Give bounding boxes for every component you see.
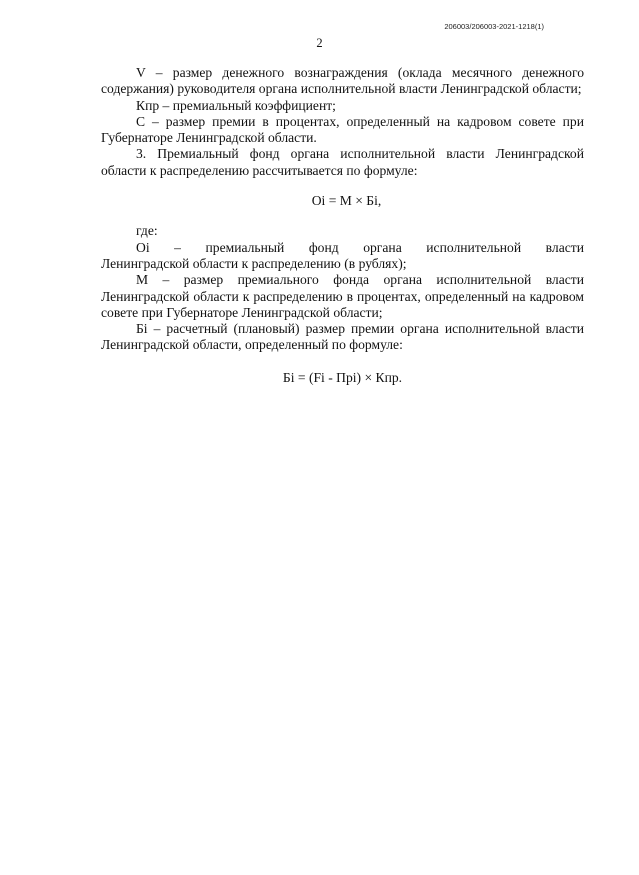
formula-oi: Оi = М × Бi, <box>311 193 382 209</box>
paragraph-oi-definition-line2: Ленинградской области к распределению (в рублях); <box>101 255 407 271</box>
document-body <box>101 65 584 386</box>
paragraph-kpr-definition: Кпр – премиальный коэффициент; <box>136 97 336 113</box>
paragraph-bi-definition: Бi – расчетный (плановый) размер премии органа исполнительной власти Ленинградской области, определенный по формуле: <box>101 321 584 353</box>
paragraph-c-definition: С – размер премии в процентах, определенный на кадровом совете при Губернаторе Ленинградской области. <box>101 113 584 146</box>
document-id: 206003/206003-2021-1218(1) <box>444 22 544 31</box>
page-number: 2 <box>316 36 323 50</box>
paragraph-m-definition: М – размер премиального фонда органа исполнительной власти Ленинградской области к распределению в процентах, определенный на кадровом совете при Губернаторе Ленинградской области; <box>101 272 584 320</box>
paragraph-v-definition: V – размер денежного вознаграждения (оклада месячного денежного содержания) руководителя органа исполнительной власти Ленинградской области; <box>101 65 584 97</box>
paragraph-where: где: <box>136 223 158 239</box>
paragraph-item-3: 3. Премиальный фонд органа исполнительной власти Ленинградской области к распределению рассчитывается по формуле: <box>101 146 584 178</box>
formula-bi: Бi = (Fi - Пpi) × Кпр. <box>282 369 403 385</box>
paragraph-oi-definition-line1: Оi – премиальный фонд органа исполнительной власти <box>136 239 584 255</box>
